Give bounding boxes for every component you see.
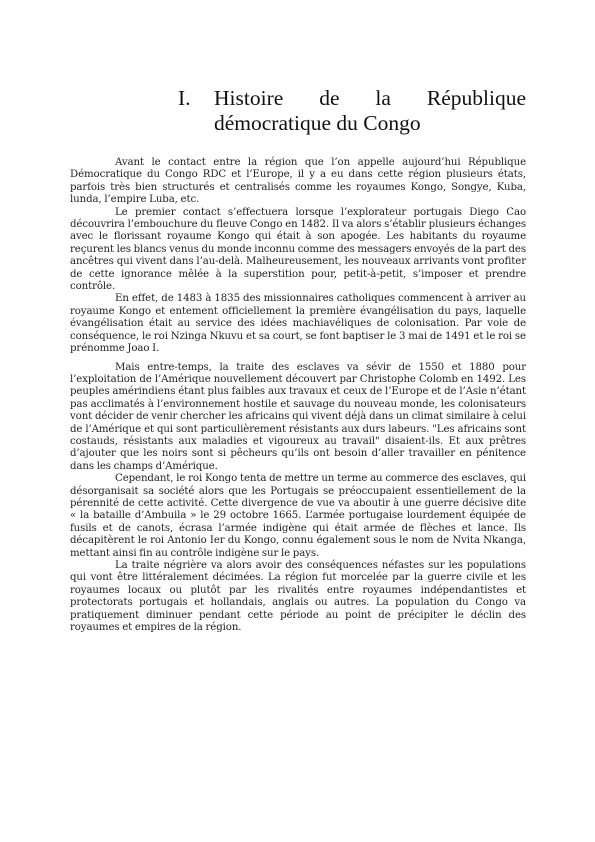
paragraph: La traite négrière va alors avoir des conséquences néfastes sur les populations qui vont être littéralement décimées. La région fut morcelée par la guerre civile et les royaumes locaux ou plutôt par les rivalités entre royaumes indépendantistes et protectorats portugais et hollandais, anglais ou autres. La population du Congo va pratiquement diminuer pendant cette période au point de précipiter le déclin des royaumes et empires de la région.: [70, 560, 526, 634]
paragraph: Avant le contact entre la région que l’on appelle aujourd’hui République Démocratique du Congo RDC et l’Europe, il y a eu dans cette région plusieurs états, parfois très bien structurés et centralisés comme les royaumes Kongo, Songye, Kuba, lunda, l’empire Luba, etc.: [70, 157, 526, 206]
paragraph: Cependant, le roi Kongo tenta de mettre un terme au commerce des esclaves, qui désorganisait sa société alors que les Portugais se préoccupaient essentiellement de la pérennité de cette activité. Cette divergence de vue va aboutir à une guerre décisive dite « la bataille d’Ambuila » le 29 octobre 1665. L’armée portugaise lourdement équipée de fusils et de canots, écrasa l’armée indigène qui était armée de flèches et lance. Ils décapitèrent le roi Antonio Ier du Kongo, connu également sous le nom de Nvita Nkanga, mettant ainsi fin au contrôle indigène sur le pays.: [70, 473, 526, 559]
section-title: [214, 86, 526, 136]
body-text: [70, 157, 526, 634]
paragraph: Mais entre-temps, la traite des esclaves va sévir de 1550 et 1880 pour l’exploitation de l’Amérique nouvellement découvert par Christophe Colomb en 1492. Les peuples amérindiens étant plus faibles aux travaux et ceux de l’Europe et de l’Asie n’étant pas acclimatés à l’environnement hostile et sauvage du nouveau monde, les colonisateurs vont décider de venir chercher les africains qui vivent déjà dans un climat similaire à celui de l’Amérique et qui sont particulièrement résistants aux durs labeurs. "Les africains sont costauds, résistants aux maladies et vigoureux au travail" disaient-ils. Et aux prêtres d’ajouter que les noirs sont si pêcheurs qu’ils ont besoin d’aller travailler en pénitence dans les champs d’Amérique.: [70, 361, 526, 472]
section-heading: [178, 86, 526, 136]
section-title-line-2: démocratique du Congo: [214, 111, 421, 135]
paragraph: Le premier contact s’effectuera lorsque l’explorateur portugais Diego Cao découvrira l’embouchure du fleuve Congo en 1482. Il va alors s’établir plusieurs échanges avec le florissant royaume Kongo qui était à son apogée. Les habitants du royaume reçurent les blancs venus du monde inconnu comme des messagers envoyés de la part des ancêtres qui vivent dans l’au-delà. Malheureusement, les nouveaux arrivants vont profiter de cette ignorance mêlée à la superstition pour, petit-à-petit, s’imposer et prendre contrôle.: [70, 206, 526, 293]
section-title-line-1: Histoire de la République: [214, 86, 526, 110]
paragraph: En effet, de 1483 à 1835 des missionnaires catholiques commencent à arriver au royaume Kongo et entement officiellement la première évangélisation du pays, laquelle évangélisation était au service des idées machiavéliques de colonisation. Par voie de conséquence, le roi Nzinga Nkuvu et sa court, se font baptiser le 3 mai de 1491 et le roi se prénomme Joao I.: [70, 293, 526, 355]
section-number: I.: [178, 86, 191, 110]
